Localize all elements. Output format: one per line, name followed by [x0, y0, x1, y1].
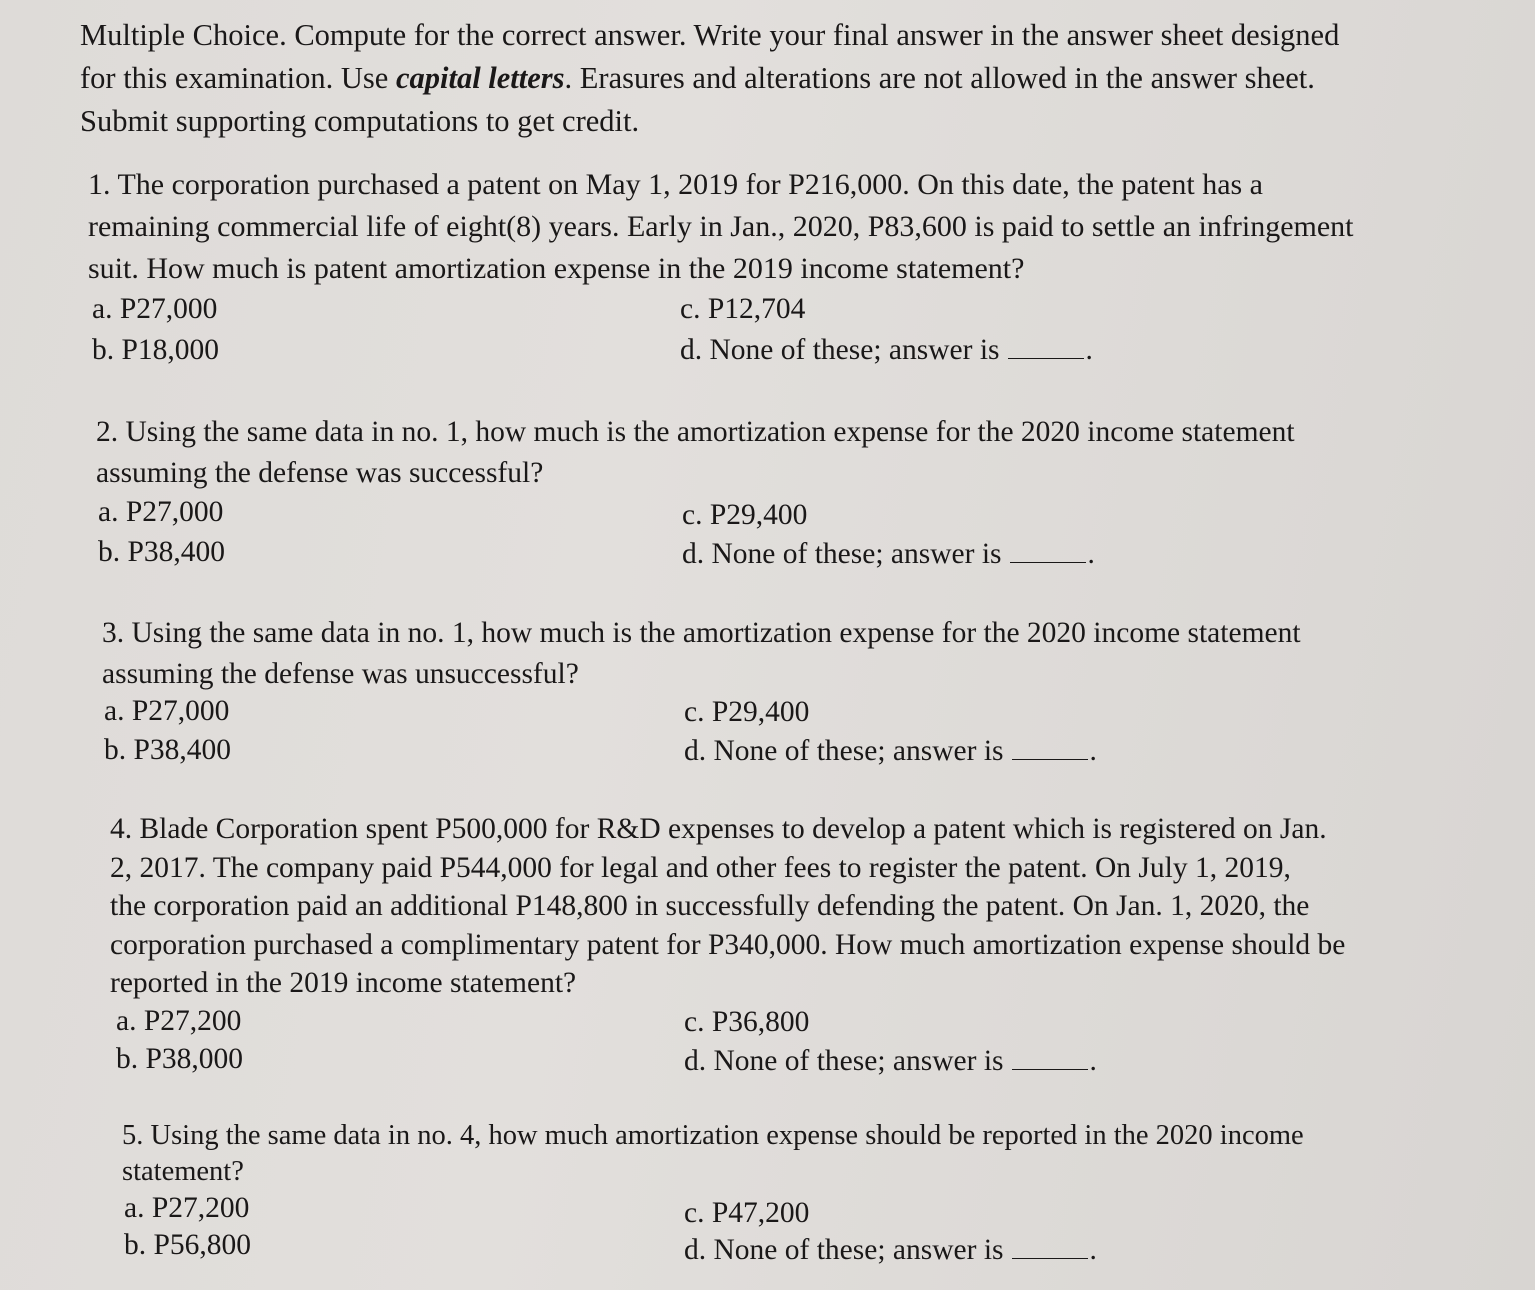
question-line: 2. Using the same data in no. 1, how much is the amortization expense for the 2020 income statement: [96, 416, 1295, 448]
question-3-text: [102, 613, 1301, 695]
instructions-text: for this examination. Use: [80, 61, 396, 95]
question-2-choice-a: a. P27,000: [98, 496, 224, 528]
choice-d-label: d. None of these; answer is: [682, 538, 1002, 570]
answer-blank: [1010, 540, 1086, 563]
emphasis-capital-letters: capital letters: [395, 61, 565, 95]
question-1-text: [88, 164, 1354, 290]
choice-d-label: d. None of these; answer is: [684, 1234, 1004, 1266]
choice-d-label: d. None of these; answer is: [684, 735, 1004, 767]
question-3-choice-d: [684, 732, 1097, 770]
question-line: statement?: [122, 1156, 244, 1187]
question-3-choice-a: a. P27,000: [104, 695, 230, 727]
answer-blank: [1012, 1047, 1088, 1070]
question-line: 2, 2017. The company paid P544,000 for legal and other fees to register the patent. On July 1, 2019,: [110, 851, 1291, 884]
question-line: corporation purchased a complimentary patent for P340,000. How much amortization expense should be: [110, 928, 1346, 961]
question-5-choice-b: b. P56,800: [124, 1229, 252, 1261]
answer-blank: [1012, 1236, 1088, 1259]
question-3-choice-c: c. P29,400: [684, 696, 810, 728]
question-line: 1. The corporation purchased a patent on May 1, 2019 for P216,000. On this date, the patent has a: [88, 168, 1263, 201]
question-5-text: [122, 1118, 1304, 1190]
question-line: 4. Blade Corporation spent P500,000 for R&D expenses to develop a patent which is registered on Jan.: [110, 813, 1327, 845]
question-4-text: [110, 810, 1345, 1003]
instructions: [80, 14, 1490, 143]
question-5-choice-c: c. P47,200: [684, 1197, 810, 1229]
question-2-choice-d: [682, 535, 1095, 573]
period: .: [1089, 1045, 1097, 1077]
period: .: [1085, 334, 1093, 366]
question-1-choice-a: a. P27,000: [92, 293, 218, 325]
answer-blank: [1008, 336, 1084, 359]
question-line: suit. How much is patent amortization expense in the 2019 income statement?: [88, 252, 1025, 285]
instructions-line: Submit supporting computations to get credit.: [80, 104, 640, 138]
instructions-text: . Erasures and alterations are not allowed in the answer sheet.: [564, 61, 1315, 95]
question-5-choice-a: a. P27,200: [124, 1192, 250, 1224]
period: .: [1087, 538, 1095, 570]
question-line: assuming the defense was unsuccessful?: [102, 658, 579, 690]
question-4-choice-c: c. P36,800: [684, 1006, 810, 1038]
period: .: [1089, 1234, 1097, 1266]
question-line: 3. Using the same data in no. 1, how much is the amortization expense for the 2020 income statement: [102, 617, 1301, 649]
instructions-line: Multiple Choice. Compute for the correct answer. Write your final answer in the answer sheet designed: [80, 18, 1340, 52]
question-4-choice-a: a. P27,200: [116, 1005, 242, 1037]
choice-d-label: d. None of these; answer is: [684, 1045, 1004, 1077]
question-line: assuming the defense was successful?: [96, 457, 544, 489]
question-5-choice-d: [684, 1231, 1097, 1269]
choice-d-label: d. None of these; answer is: [680, 334, 1000, 366]
question-1-choice-c: c. P12,704: [680, 293, 806, 325]
question-line: reported in the 2019 income statement?: [110, 967, 577, 999]
question-line: remaining commercial life of eight(8) years. Early in Jan., 2020, P83,600 is paid to settle an infringement: [88, 210, 1354, 243]
question-2-text: [96, 412, 1295, 494]
period: .: [1089, 735, 1097, 767]
question-1-choice-b: b. P18,000: [92, 334, 220, 366]
instructions-line: [80, 57, 1490, 100]
answer-blank: [1012, 737, 1088, 760]
question-line: the corporation paid an additional P148,800 in successfully defending the patent. On Jan. 1, 2020, the: [110, 890, 1310, 922]
question-4-choice-b: b. P38,000: [116, 1043, 244, 1075]
question-1-choice-d: [680, 331, 1093, 369]
question-2-choice-b: b. P38,400: [98, 536, 226, 568]
question-2-choice-c: c. P29,400: [682, 499, 808, 531]
question-4-choice-d: [684, 1042, 1097, 1080]
question-line: 5. Using the same data in no. 4, how much amortization expense should be reported in the 2020 income: [122, 1120, 1304, 1151]
question-3-choice-b: b. P38,400: [104, 734, 232, 766]
